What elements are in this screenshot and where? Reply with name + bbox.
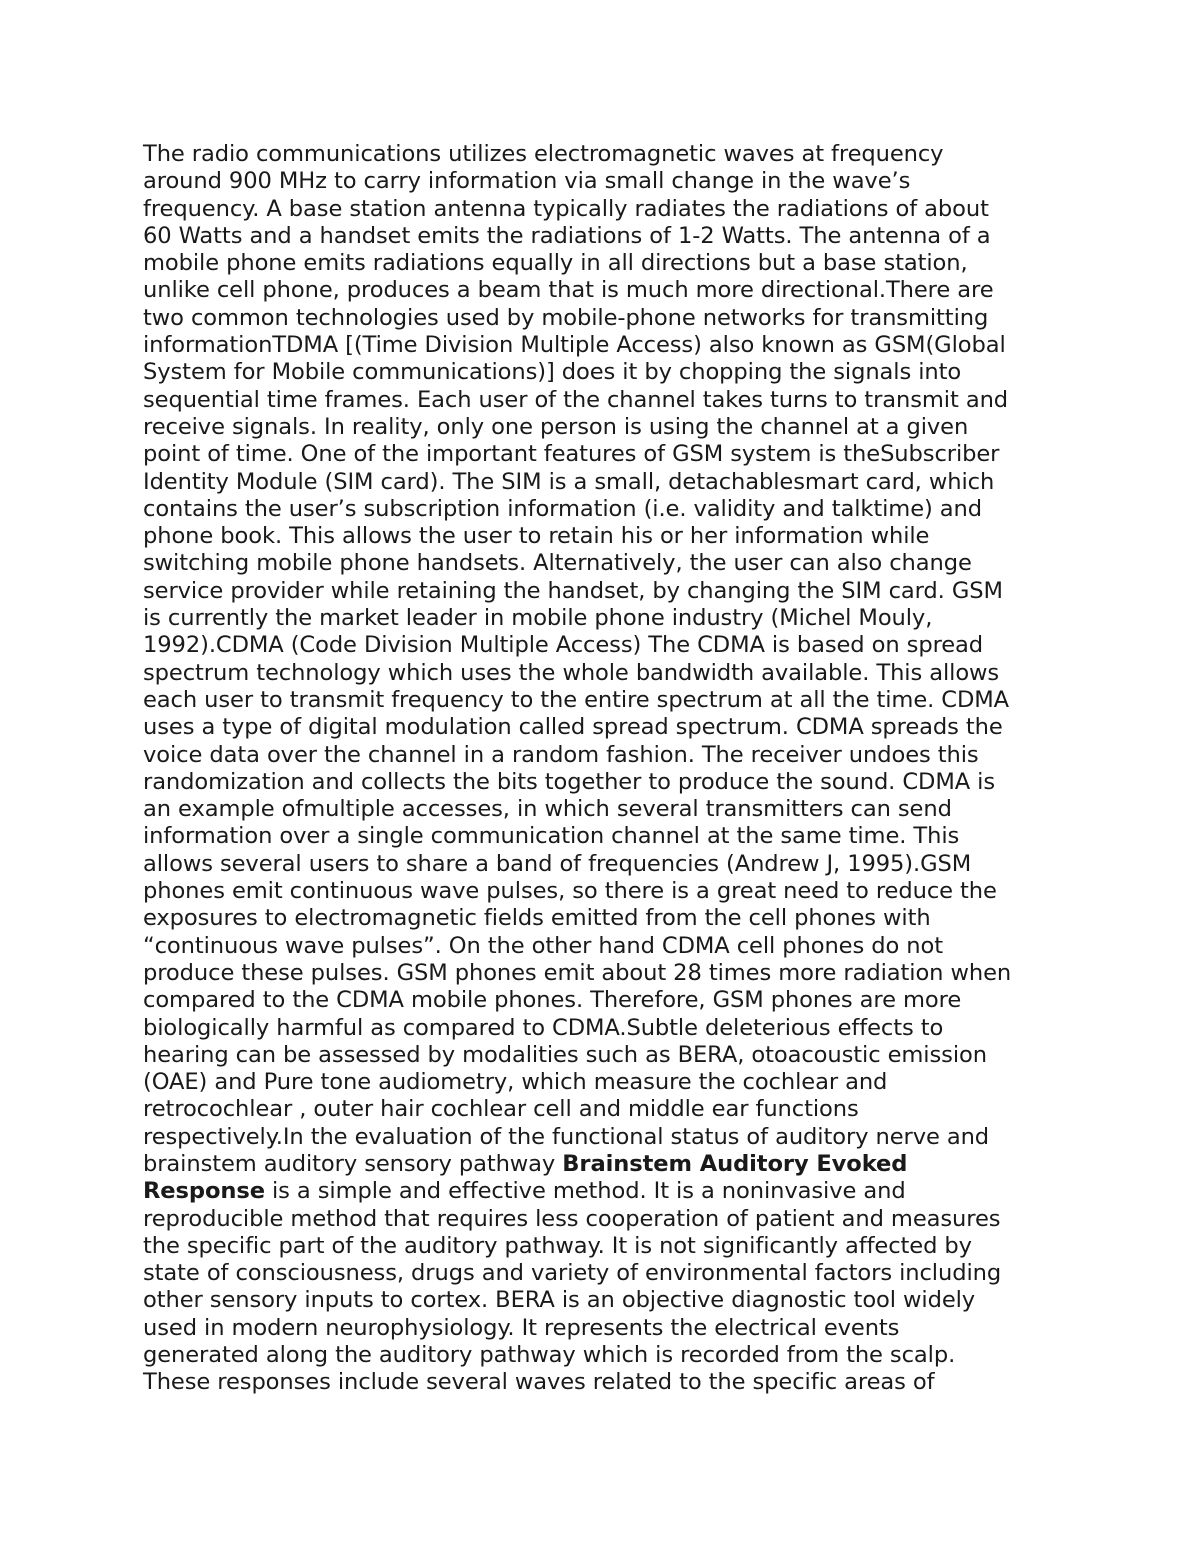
text-segment: information over a single communication channel at the same time. This — [143, 823, 960, 850]
text-line — [143, 332, 1068, 359]
text-line — [143, 769, 1068, 796]
text-line — [143, 196, 1068, 223]
text-segment: reproducible method that requires less cooperation of patient and measures — [143, 1205, 1001, 1232]
bold-term: Brainstem Auditory Evoked — [562, 1150, 908, 1177]
text-line — [143, 796, 1068, 823]
text-segment: The radio communications utilizes electromagnetic waves at frequency — [143, 141, 944, 167]
text-segment: 1992).CDMA (Code Division Multiple Access) The CDMA is based on spread — [143, 632, 984, 659]
text-line — [143, 441, 1068, 468]
text-line — [143, 1124, 1068, 1151]
text-line — [143, 1369, 1068, 1396]
text-segment: mobile phone emits radiations equally in all directions but a base station, — [143, 250, 968, 277]
text-segment: compared to the CDMA mobile phones. Therefore, GSM phones are more — [143, 987, 962, 1014]
text-line — [143, 578, 1068, 605]
text-line — [143, 1042, 1068, 1069]
text-line — [143, 632, 1068, 659]
text-line — [143, 1151, 1068, 1178]
bold-term: Response — [143, 1178, 265, 1205]
text-line — [143, 714, 1068, 741]
text-segment: is currently the market leader in mobile phone industry (Michel Mouly, — [143, 605, 933, 632]
text-line — [143, 1315, 1068, 1342]
text-segment: switching mobile phone handsets. Alternatively, the user can also change — [143, 550, 972, 577]
text-segment: These responses include several waves related to the specific areas of — [143, 1369, 935, 1396]
text-segment: voice data over the channel in a random fashion. The receiver undoes this — [143, 741, 979, 768]
text-line — [143, 851, 1068, 878]
text-segment: hearing can be assessed by modalities such as BERA, otoacoustic emission — [143, 1041, 987, 1068]
text-segment: retrocochlear , outer hair cochlear cell and middle ear functions — [143, 1096, 859, 1123]
text-segment: frequency. A base station antenna typically radiates the radiations of about — [143, 195, 989, 222]
text-segment: an example ofmultiple accesses, in which several transmitters can send — [143, 796, 952, 823]
text-line — [143, 277, 1068, 304]
text-segment: randomization and collects the bits together to produce the sound. CDMA is — [143, 768, 996, 795]
text-segment: unlike cell phone, produces a beam that is much more directional.There are — [143, 277, 994, 304]
text-line — [143, 987, 1068, 1014]
text-line — [143, 605, 1068, 632]
text-segment: receive signals. In reality, only one person is using the channel at a given — [143, 413, 969, 440]
text-line — [143, 1069, 1068, 1096]
text-line — [143, 1206, 1068, 1233]
text-segment: point of time. One of the important features of GSM system is theSubscriber — [143, 441, 1000, 468]
text-line — [143, 496, 1068, 523]
text-segment: state of consciousness, drugs and variety of environmental factors including — [143, 1260, 1002, 1287]
text-segment: uses a type of digital modulation called spread spectrum. CDMA spreads the — [143, 714, 1003, 741]
text-segment: two common technologies used by mobile-phone networks for transmitting — [143, 304, 989, 331]
text-line — [143, 878, 1068, 905]
text-line — [143, 387, 1068, 414]
text-line — [143, 1260, 1068, 1287]
text-segment: allows several users to share a band of frequencies (Andrew J, 1995).GSM — [143, 850, 972, 877]
text-line — [143, 359, 1068, 386]
text-segment: service provider while retaining the handset, by changing the SIM card. GSM — [143, 577, 1003, 604]
text-line — [143, 250, 1068, 277]
text-line — [143, 469, 1068, 496]
text-segment: informationTDMA [(Time Division Multiple Access) also known as GSM(Global — [143, 332, 1006, 359]
text-segment: around 900 MHz to carry information via small change in the wave’s — [143, 168, 911, 195]
text-line — [143, 933, 1068, 960]
text-line — [143, 1233, 1068, 1260]
text-segment: exposures to electromagnetic fields emitted from the cell phones with — [143, 905, 931, 932]
text-line — [143, 223, 1068, 250]
text-line — [143, 550, 1068, 577]
text-segment: contains the user’s subscription information (i.e. validity and talktime) and — [143, 495, 983, 522]
text-segment: is a simple and effective method. It is a noninvasive and — [264, 1178, 906, 1205]
text-line — [143, 660, 1068, 687]
text-line — [143, 960, 1068, 987]
text-line — [143, 823, 1068, 850]
text-segment: (OAE) and Pure tone audiometry, which measure the cochlear and — [143, 1069, 888, 1096]
text-segment: spectrum technology which uses the whole bandwidth available. This allows — [143, 659, 1000, 686]
text-segment: System for Mobile communications)] does it by chopping the signals into — [143, 359, 962, 386]
text-line — [143, 1287, 1068, 1314]
text-line — [143, 1015, 1068, 1042]
text-line — [143, 523, 1068, 550]
text-segment: 60 Watts and a handset emits the radiations of 1-2 Watts. The antenna of a — [143, 222, 991, 249]
text-segment: generated along the auditory pathway which is recorded from the scalp. — [143, 1342, 956, 1369]
text-line — [143, 687, 1068, 714]
text-segment: phones emit continuous wave pulses, so there is a great need to reduce the — [143, 878, 997, 905]
text-segment: Identity Module (SIM card). The SIM is a small, detachablesmart card, which — [143, 468, 995, 495]
text-line — [143, 305, 1068, 332]
text-segment: other sensory inputs to cortex. BERA is an objective diagnostic tool widely — [143, 1287, 976, 1314]
text-segment: produce these pulses. GSM phones emit about 28 times more radiation when — [143, 959, 1012, 986]
text-line — [143, 141, 1068, 168]
body-text — [143, 141, 1068, 1397]
text-line — [143, 414, 1068, 441]
text-segment: sequential time frames. Each user of the channel takes turns to transmit and — [143, 386, 1009, 413]
text-segment: respectively.In the evaluation of the functional status of auditory nerve and — [143, 1123, 990, 1150]
text-segment: the specific part of the auditory pathway. It is not significantly affected by — [143, 1232, 972, 1259]
text-line — [143, 742, 1068, 769]
text-segment: used in modern neurophysiology. It represents the electrical events — [143, 1314, 900, 1341]
text-line — [143, 905, 1068, 932]
text-segment: each user to transmit frequency to the entire spectrum at all the time. CDMA — [143, 686, 1010, 713]
text-segment: biologically harmful as compared to CDMA.Subtle deleterious effects to — [143, 1014, 944, 1041]
text-segment: phone book. This allows the user to retain his or her information while — [143, 523, 930, 550]
text-line — [143, 1096, 1068, 1123]
text-segment: “continuous wave pulses”. On the other hand CDMA cell phones do not — [143, 932, 943, 959]
text-line — [143, 1342, 1068, 1369]
text-line — [143, 168, 1068, 195]
text-line — [143, 1178, 1068, 1205]
text-segment: brainstem auditory sensory pathway — [143, 1150, 563, 1177]
